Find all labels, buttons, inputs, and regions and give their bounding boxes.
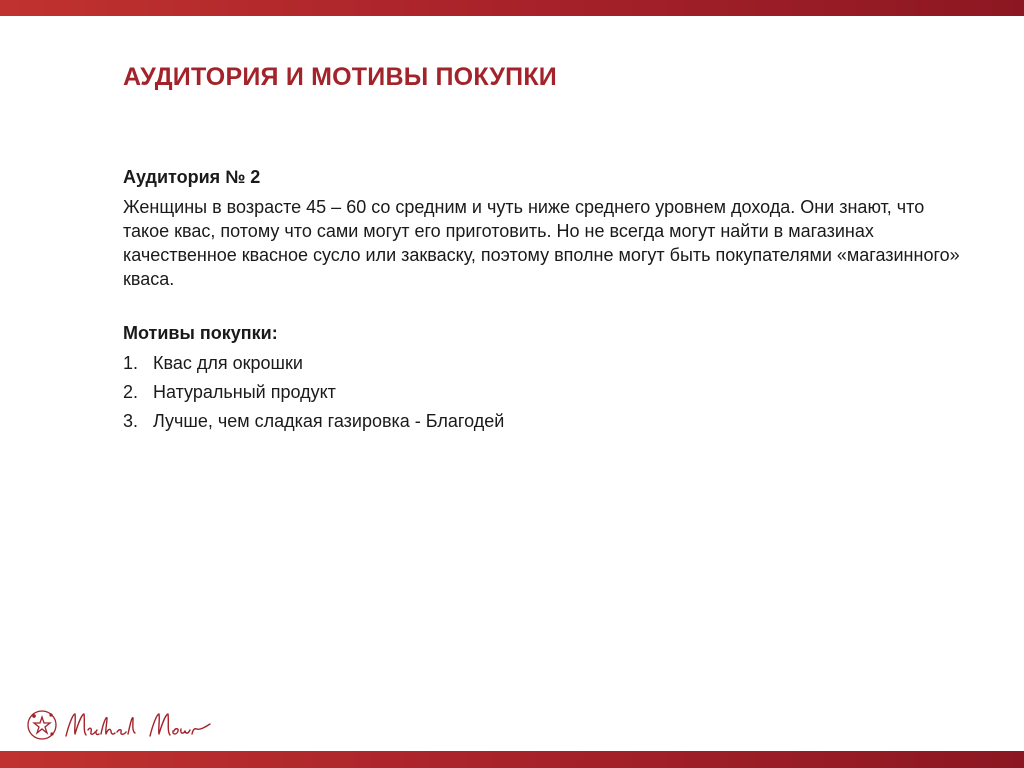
list-item [123,351,973,375]
signature-mark [66,714,210,736]
audience-heading: Аудитория № 2 [123,167,261,187]
list-item-number: 3. [123,411,139,431]
list-item [123,409,973,433]
bottom-accent-bar [0,751,1024,768]
slide-content [123,165,973,433]
list-item-text: Квас для окрошки [153,353,303,373]
top-accent-bar [0,0,1024,16]
motives-heading: Мотивы покупки: [123,323,278,343]
list-item-text: Натуральный продукт [153,382,336,402]
brand-logo [22,700,212,750]
audience-description: Женщины в возрасте 45 – 60 со средним и чуть ниже среднего уровнем дохода. Они знают, что такое квас, потому что сами могут его приготовить. Но не всегда могут найти в магазинах качественное квасное сусло или закваску, поэтому вполне могут быть покупателями «магазинного» кваса. [123,197,960,289]
list-item [123,380,973,404]
list-item-number: 2. [123,382,139,402]
star-emblem-icon [28,711,56,739]
motives-list [123,351,973,433]
list-item-text: Лучше, чем сладкая газировка - Благодей [153,411,505,431]
motives-section [123,321,973,433]
slide-title: АУДИТОРИЯ И МОТИВЫ ПОКУПКИ [123,63,557,91]
list-item-number: 1. [123,353,139,373]
